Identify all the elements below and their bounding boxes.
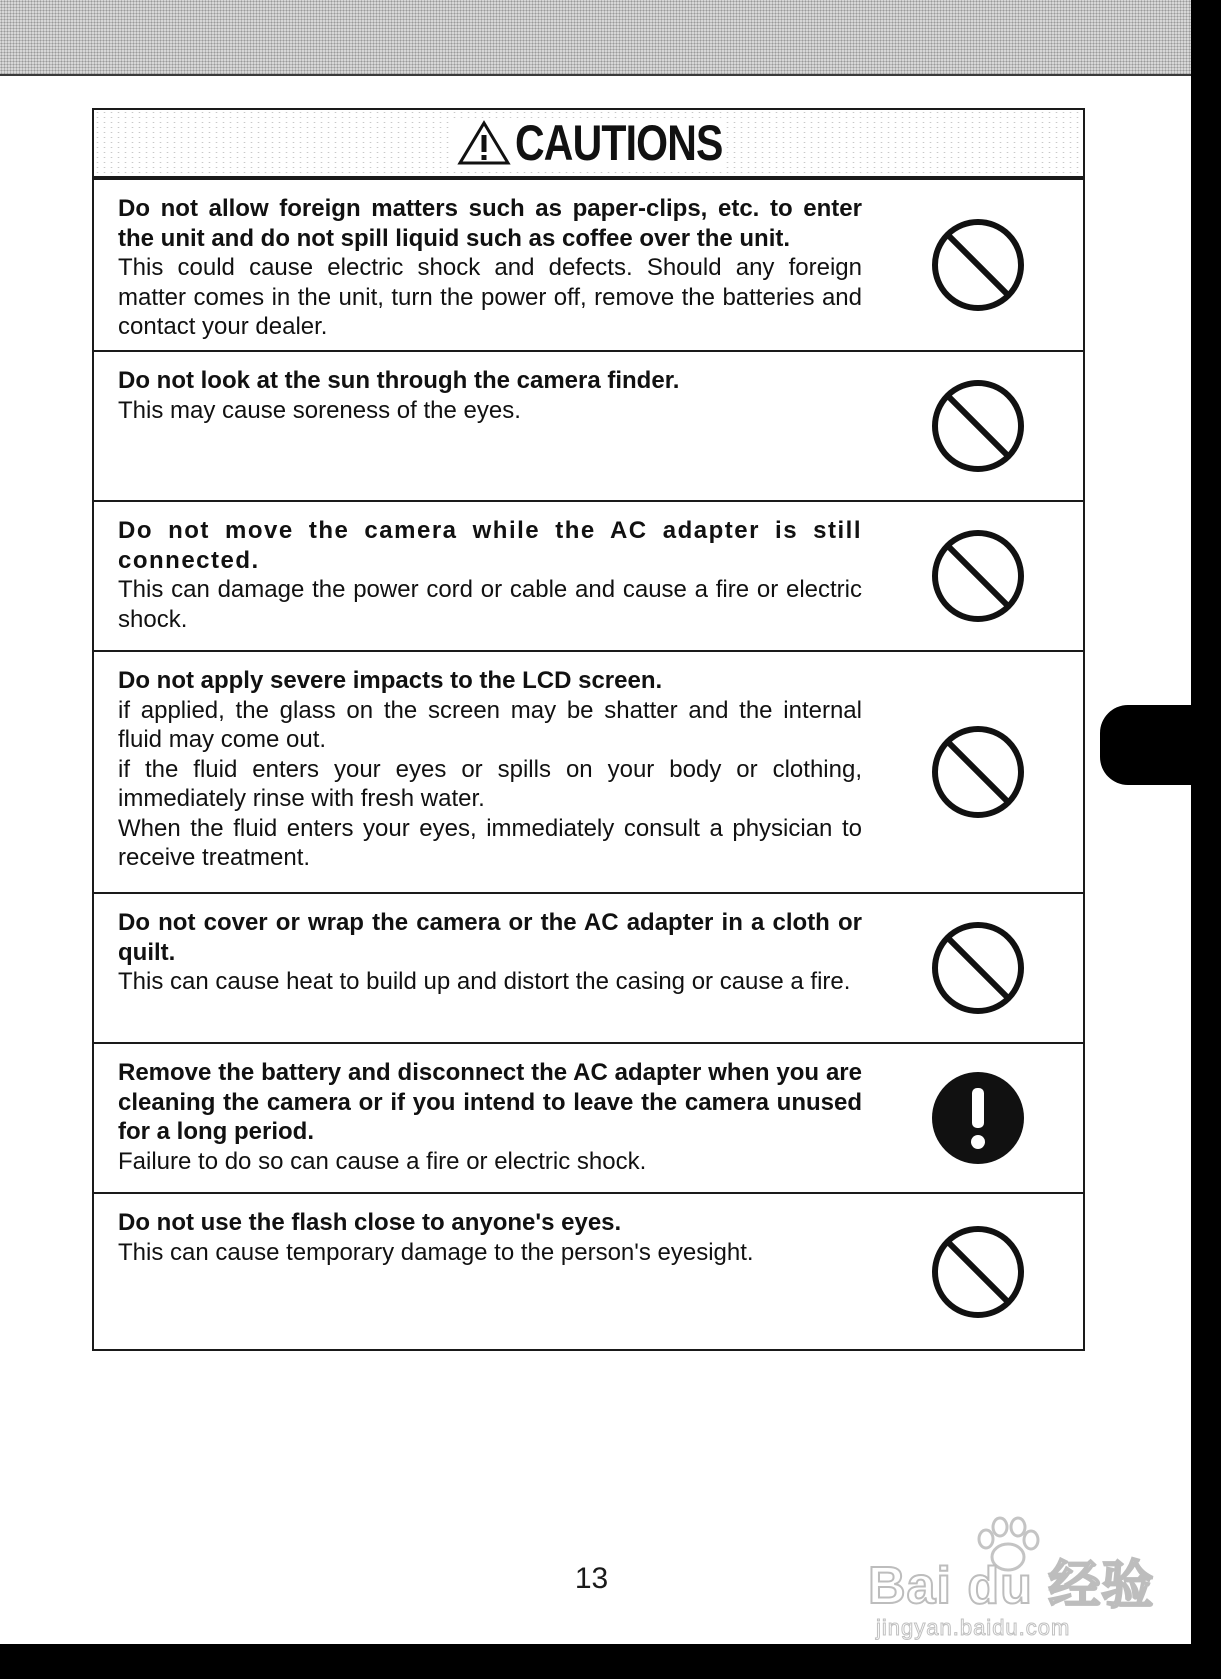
caution-description: This can cause temporary damage to the person's eyesight.	[118, 1238, 754, 1266]
warning-triangle-icon	[457, 120, 511, 166]
caution-title: Do not look at the sun through the camera finder.	[118, 367, 680, 394]
prohibition-icon	[930, 1224, 1026, 1320]
caution-item	[94, 350, 1083, 500]
prohibition-icon	[930, 724, 1026, 820]
scan-top-band	[0, 0, 1221, 76]
caution-item	[94, 178, 1083, 350]
caution-description: if applied, the glass on the screen may be shatter and the internal fluid may come out. if the fluid enters your eyes or spills on your body or clothing, immediately rinse with fresh water. When the fluid enters your eyes, immediately consult a physician to receive treatment.	[118, 696, 862, 871]
caution-title: Do not use the flash close to anyone's eyes.	[118, 1209, 622, 1236]
caution-description: This may cause soreness of the eyes.	[118, 396, 521, 424]
prohibition-icon	[930, 217, 1026, 313]
baidu-watermark	[868, 1515, 1168, 1655]
caution-title: Remove the battery and disconnect the AC adapter when you are cleaning the camera or if you intend to leave the camera unused for a long period.	[118, 1059, 862, 1145]
page-number: 13	[574, 1562, 609, 1595]
cautions-title: CAUTIONS	[514, 115, 723, 171]
caution-title: Do not move the camera while the AC adapter is still connected.	[118, 517, 862, 574]
prohibition-icon	[930, 920, 1026, 1016]
caution-item	[94, 500, 1083, 650]
caution-title: Do not allow foreign matters such as paper-clips, etc. to enter the unit and do not spill liquid such as coffee over the unit.	[118, 195, 862, 252]
mandatory-action-icon	[930, 1070, 1026, 1166]
caution-description: This can cause heat to build up and distort the casing or cause a fire.	[118, 968, 851, 995]
scan-right-edge	[1191, 0, 1221, 1679]
caution-title: Do not apply severe impacts to the LCD screen.	[118, 667, 663, 694]
caution-description: Failure to do so can cause a fire or electric shock.	[118, 1147, 647, 1175]
caution-title: Do not cover or wrap the camera or the AC adapter in a cloth or quilt.	[118, 909, 862, 966]
caution-description: This can damage the power cord or cable and cause a fire or electric shock.	[118, 576, 862, 633]
section-tab	[1100, 705, 1200, 785]
prohibition-icon	[930, 378, 1026, 474]
caution-item	[94, 1042, 1083, 1192]
prohibition-icon	[930, 528, 1026, 624]
watermark-url: jingyan.baidu.com	[876, 1615, 1071, 1640]
cautions-box	[92, 108, 1085, 1351]
caution-item	[94, 892, 1083, 1042]
caution-description: This could cause electric shock and defects. Should any foreign matter comes in the unit, turn the power off, remove the batteries and contact your dealer.	[118, 254, 862, 340]
watermark-brand: Bai du 经验	[868, 1557, 1155, 1615]
caution-item	[94, 650, 1083, 892]
caution-item	[94, 1192, 1083, 1349]
cautions-header	[94, 110, 1083, 178]
